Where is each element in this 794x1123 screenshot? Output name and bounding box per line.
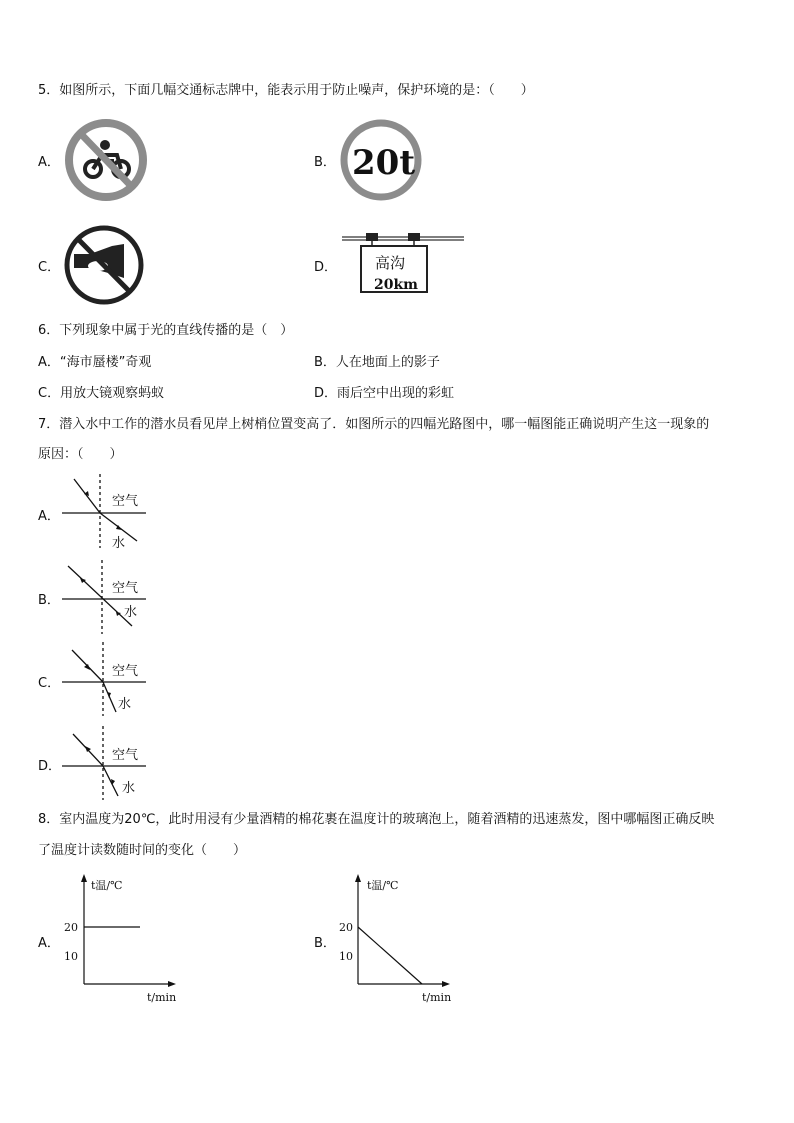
q6-option-c[interactable]: C．用放大镜观察蚂蚁	[38, 386, 165, 401]
light-path-diagram-c	[60, 642, 160, 718]
graph-b-tick-20: 20	[339, 921, 353, 934]
q5-option-a-label[interactable]: A．	[38, 155, 60, 170]
q7a-water-label: 水	[112, 536, 126, 551]
q7d-air-label: 空气	[112, 748, 139, 763]
graph-b-tick-10: 10	[339, 950, 353, 963]
no-horn-sign-icon	[60, 222, 148, 308]
q7d-water-label: 水	[122, 781, 136, 796]
q7c-water-label: 水	[118, 697, 132, 712]
graph-b-xlabel: t/min	[422, 991, 452, 1004]
q6-option-a[interactable]: A．“海市蜃楼”奇观	[38, 355, 152, 370]
q7-stem-line2: 原因：（ ）	[38, 447, 123, 462]
q5-option-c-label[interactable]: C．	[38, 260, 61, 275]
q6-option-d[interactable]: D．雨后空中出现的彩虹	[314, 386, 455, 401]
graph-a-ylabel: t温/℃	[91, 879, 123, 892]
q6-option-b[interactable]: B．人在地面上的影子	[314, 355, 440, 370]
q7b-water-label: 水	[124, 605, 138, 620]
graph-b-ylabel: t温/℃	[367, 879, 399, 892]
sign-d-line1: 高沟	[375, 254, 406, 272]
q7-option-d-label[interactable]: D．	[38, 759, 62, 774]
q8-option-b-label[interactable]: B．	[314, 936, 336, 951]
graph-a-tick-20: 20	[64, 921, 78, 934]
no-motorcycle-sign-icon	[62, 117, 150, 203]
graph-a-tick-10: 10	[64, 950, 78, 963]
q8-option-a-label[interactable]: A．	[38, 936, 60, 951]
temperature-graph-b	[334, 872, 464, 1008]
q7-option-b-label[interactable]: B．	[38, 593, 60, 608]
q7-stem-line1: 7．潜入水中工作的潜水员看见岸上树梢位置变高了．如图所示的四幅光路图中，哪一幅图能正确说明产生这一现象的	[38, 417, 710, 432]
q7a-air-label: 空气	[112, 494, 139, 509]
graph-a-xlabel: t/min	[147, 991, 177, 1004]
light-path-diagram-a	[60, 474, 160, 550]
q5-stem: 5．如图所示，下面几幅交通标志牌中，能表示用于防止噪声，保护环境的是：（ ）	[38, 83, 534, 98]
q7-option-c-label[interactable]: C．	[38, 676, 61, 691]
light-path-diagram-b	[60, 560, 160, 636]
sign-b-text: 20t	[352, 143, 416, 183]
sign-d-line2: 20km	[374, 277, 418, 291]
q7c-air-label: 空气	[112, 664, 139, 679]
q7b-air-label: 空气	[112, 581, 139, 596]
temperature-graph-a	[60, 872, 190, 1008]
q6-stem: 6．下列现象中属于光的直线传播的是（ ）	[38, 323, 294, 338]
light-path-diagram-d	[60, 726, 160, 802]
q5-option-d-label[interactable]: D．	[314, 260, 338, 275]
q5-option-b-label[interactable]: B．	[314, 155, 336, 170]
q7-option-a-label[interactable]: A．	[38, 509, 60, 524]
q8-stem-line1: 8．室内温度为20℃，此时用浸有少量酒精的棉花裹在温度计的玻璃泡上，随着酒精的迅速蒸发，图中哪幅图正确反映	[38, 812, 715, 827]
q8-stem-line2: 了温度计读数随时间的变化（ ）	[38, 843, 247, 858]
